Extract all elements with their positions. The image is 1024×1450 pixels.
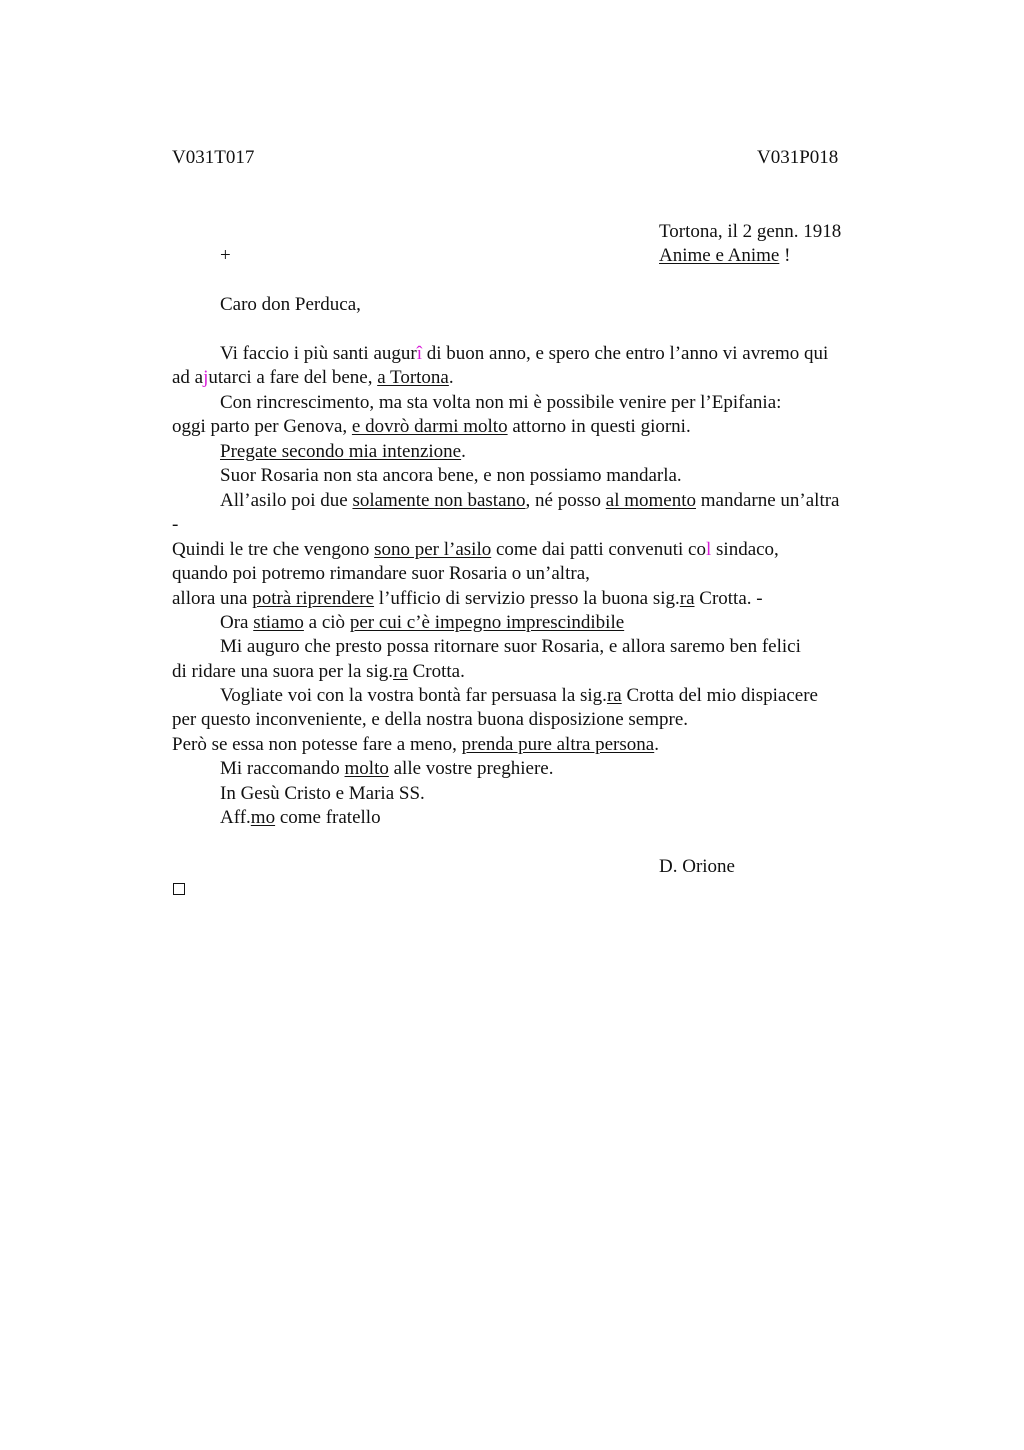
text-run: , né posso bbox=[525, 490, 606, 511]
body-line bbox=[172, 660, 465, 684]
body-line bbox=[172, 587, 763, 611]
text-run: . bbox=[461, 441, 466, 462]
underlined-text: molto bbox=[344, 758, 389, 779]
body-line: quando poi potremo rimandare suor Rosaria o un’altra, bbox=[172, 563, 590, 584]
text-run: attorno in questi giorni. bbox=[507, 416, 691, 437]
text-run: sindaco, bbox=[711, 539, 779, 560]
text-run: come fratello bbox=[275, 807, 381, 828]
document-code-left: V031T017 bbox=[172, 147, 255, 168]
underlined-text: solamente non bastano bbox=[352, 490, 526, 511]
text-run: Crotta del mio dispiacere bbox=[621, 685, 818, 706]
body-line bbox=[220, 757, 553, 781]
underlined-text: a Tortona bbox=[377, 367, 449, 388]
underlined-text: Pregate secondo mia intenzione bbox=[220, 441, 462, 462]
body-line bbox=[172, 538, 779, 562]
text-run: utarci a fare del bene, bbox=[208, 367, 378, 388]
text-run: Aff. bbox=[220, 807, 251, 828]
correction-mark: î bbox=[416, 343, 422, 364]
text-run: Vogliate voi con la vostra bontà far persuasa la sig. bbox=[220, 685, 607, 706]
cross-symbol: + bbox=[220, 245, 231, 266]
body-line bbox=[220, 611, 624, 635]
text-run: Però se essa non potesse fare a meno, bbox=[172, 734, 462, 755]
text-run: . bbox=[448, 367, 454, 388]
underlined-text: e dovrò darmi molto bbox=[351, 416, 508, 437]
body-line: In Gesù Cristo e Maria SS. bbox=[220, 783, 425, 804]
signature: D. Orione bbox=[659, 856, 735, 877]
text-run: All’asilo poi due bbox=[220, 490, 353, 511]
underlined-text: stiamo bbox=[253, 612, 304, 633]
text-run: Crotta. bbox=[407, 661, 465, 682]
body-line: Con rincrescimento, ma sta volta non mi è possibile venire per l’Epifania: bbox=[220, 392, 782, 413]
body-line bbox=[220, 440, 466, 464]
text-run: Ora bbox=[220, 612, 254, 633]
body-line bbox=[220, 489, 839, 513]
motto-text: Anime e Anime bbox=[659, 245, 780, 266]
motto bbox=[659, 244, 790, 268]
correction-mark: j bbox=[203, 367, 209, 388]
body-line bbox=[172, 415, 691, 439]
correction-mark: l bbox=[705, 539, 712, 560]
body-line: Mi auguro che presto possa ritornare suor Rosaria, e allora saremo ben felici bbox=[220, 636, 801, 657]
text-run: ad a bbox=[172, 367, 204, 388]
text-run: di ridare una suora per la sig. bbox=[172, 661, 394, 682]
text-run: allora una bbox=[172, 588, 253, 609]
text-run: . bbox=[654, 734, 659, 755]
body-line bbox=[220, 342, 828, 366]
salutation: Caro don Perduca, bbox=[220, 294, 361, 315]
underlined-text: prenda pure altra persona bbox=[461, 734, 655, 755]
text-run: l’ufficio di servizio presso la buona sig. bbox=[374, 588, 680, 609]
body-line bbox=[220, 684, 818, 708]
underlined-text: per cui c’è impegno imprescindibile bbox=[349, 612, 625, 633]
body-line bbox=[172, 366, 454, 390]
underlined-text: al momento bbox=[605, 490, 696, 511]
text-run: Vi faccio i più santi augur bbox=[220, 343, 417, 364]
text-run: Crotta. - bbox=[694, 588, 763, 609]
document-code-right: V031P018 bbox=[757, 147, 839, 168]
underlined-text: mo bbox=[250, 807, 276, 828]
body-line bbox=[172, 733, 659, 757]
underlined-text: sono per l’asilo bbox=[374, 539, 492, 560]
body-line: per questo inconveniente, e della nostra buona disposizione sempre. bbox=[172, 709, 689, 730]
underlined-text: ra bbox=[606, 685, 622, 706]
body-line: - bbox=[172, 514, 179, 535]
underlined-text: ra bbox=[679, 588, 695, 609]
text-run: di buon anno, e spero che entro l’anno vi avremo qui bbox=[422, 343, 829, 364]
text-run: come dai patti convenuti co bbox=[491, 539, 706, 560]
text-run: oggi parto per Genova, bbox=[172, 416, 352, 437]
end-box-icon bbox=[173, 883, 185, 895]
body-line: Suor Rosaria non sta ancora bene, e non possiamo mandarla. bbox=[220, 465, 682, 486]
body-line bbox=[220, 806, 381, 830]
underlined-text: potrà riprendere bbox=[252, 588, 375, 609]
text-run: Quindi le tre che vengono bbox=[172, 539, 375, 560]
underlined-text: ra bbox=[393, 661, 408, 682]
text-run: a ciò bbox=[303, 612, 350, 633]
text-run: Mi raccomando bbox=[220, 758, 345, 779]
text-run: alle vostre preghiere. bbox=[388, 758, 554, 779]
place-date: Tortona, il 2 genn. 1918 bbox=[659, 221, 842, 242]
motto-punct: ! bbox=[779, 245, 791, 266]
text-run: mandarne un’altra bbox=[696, 490, 840, 511]
